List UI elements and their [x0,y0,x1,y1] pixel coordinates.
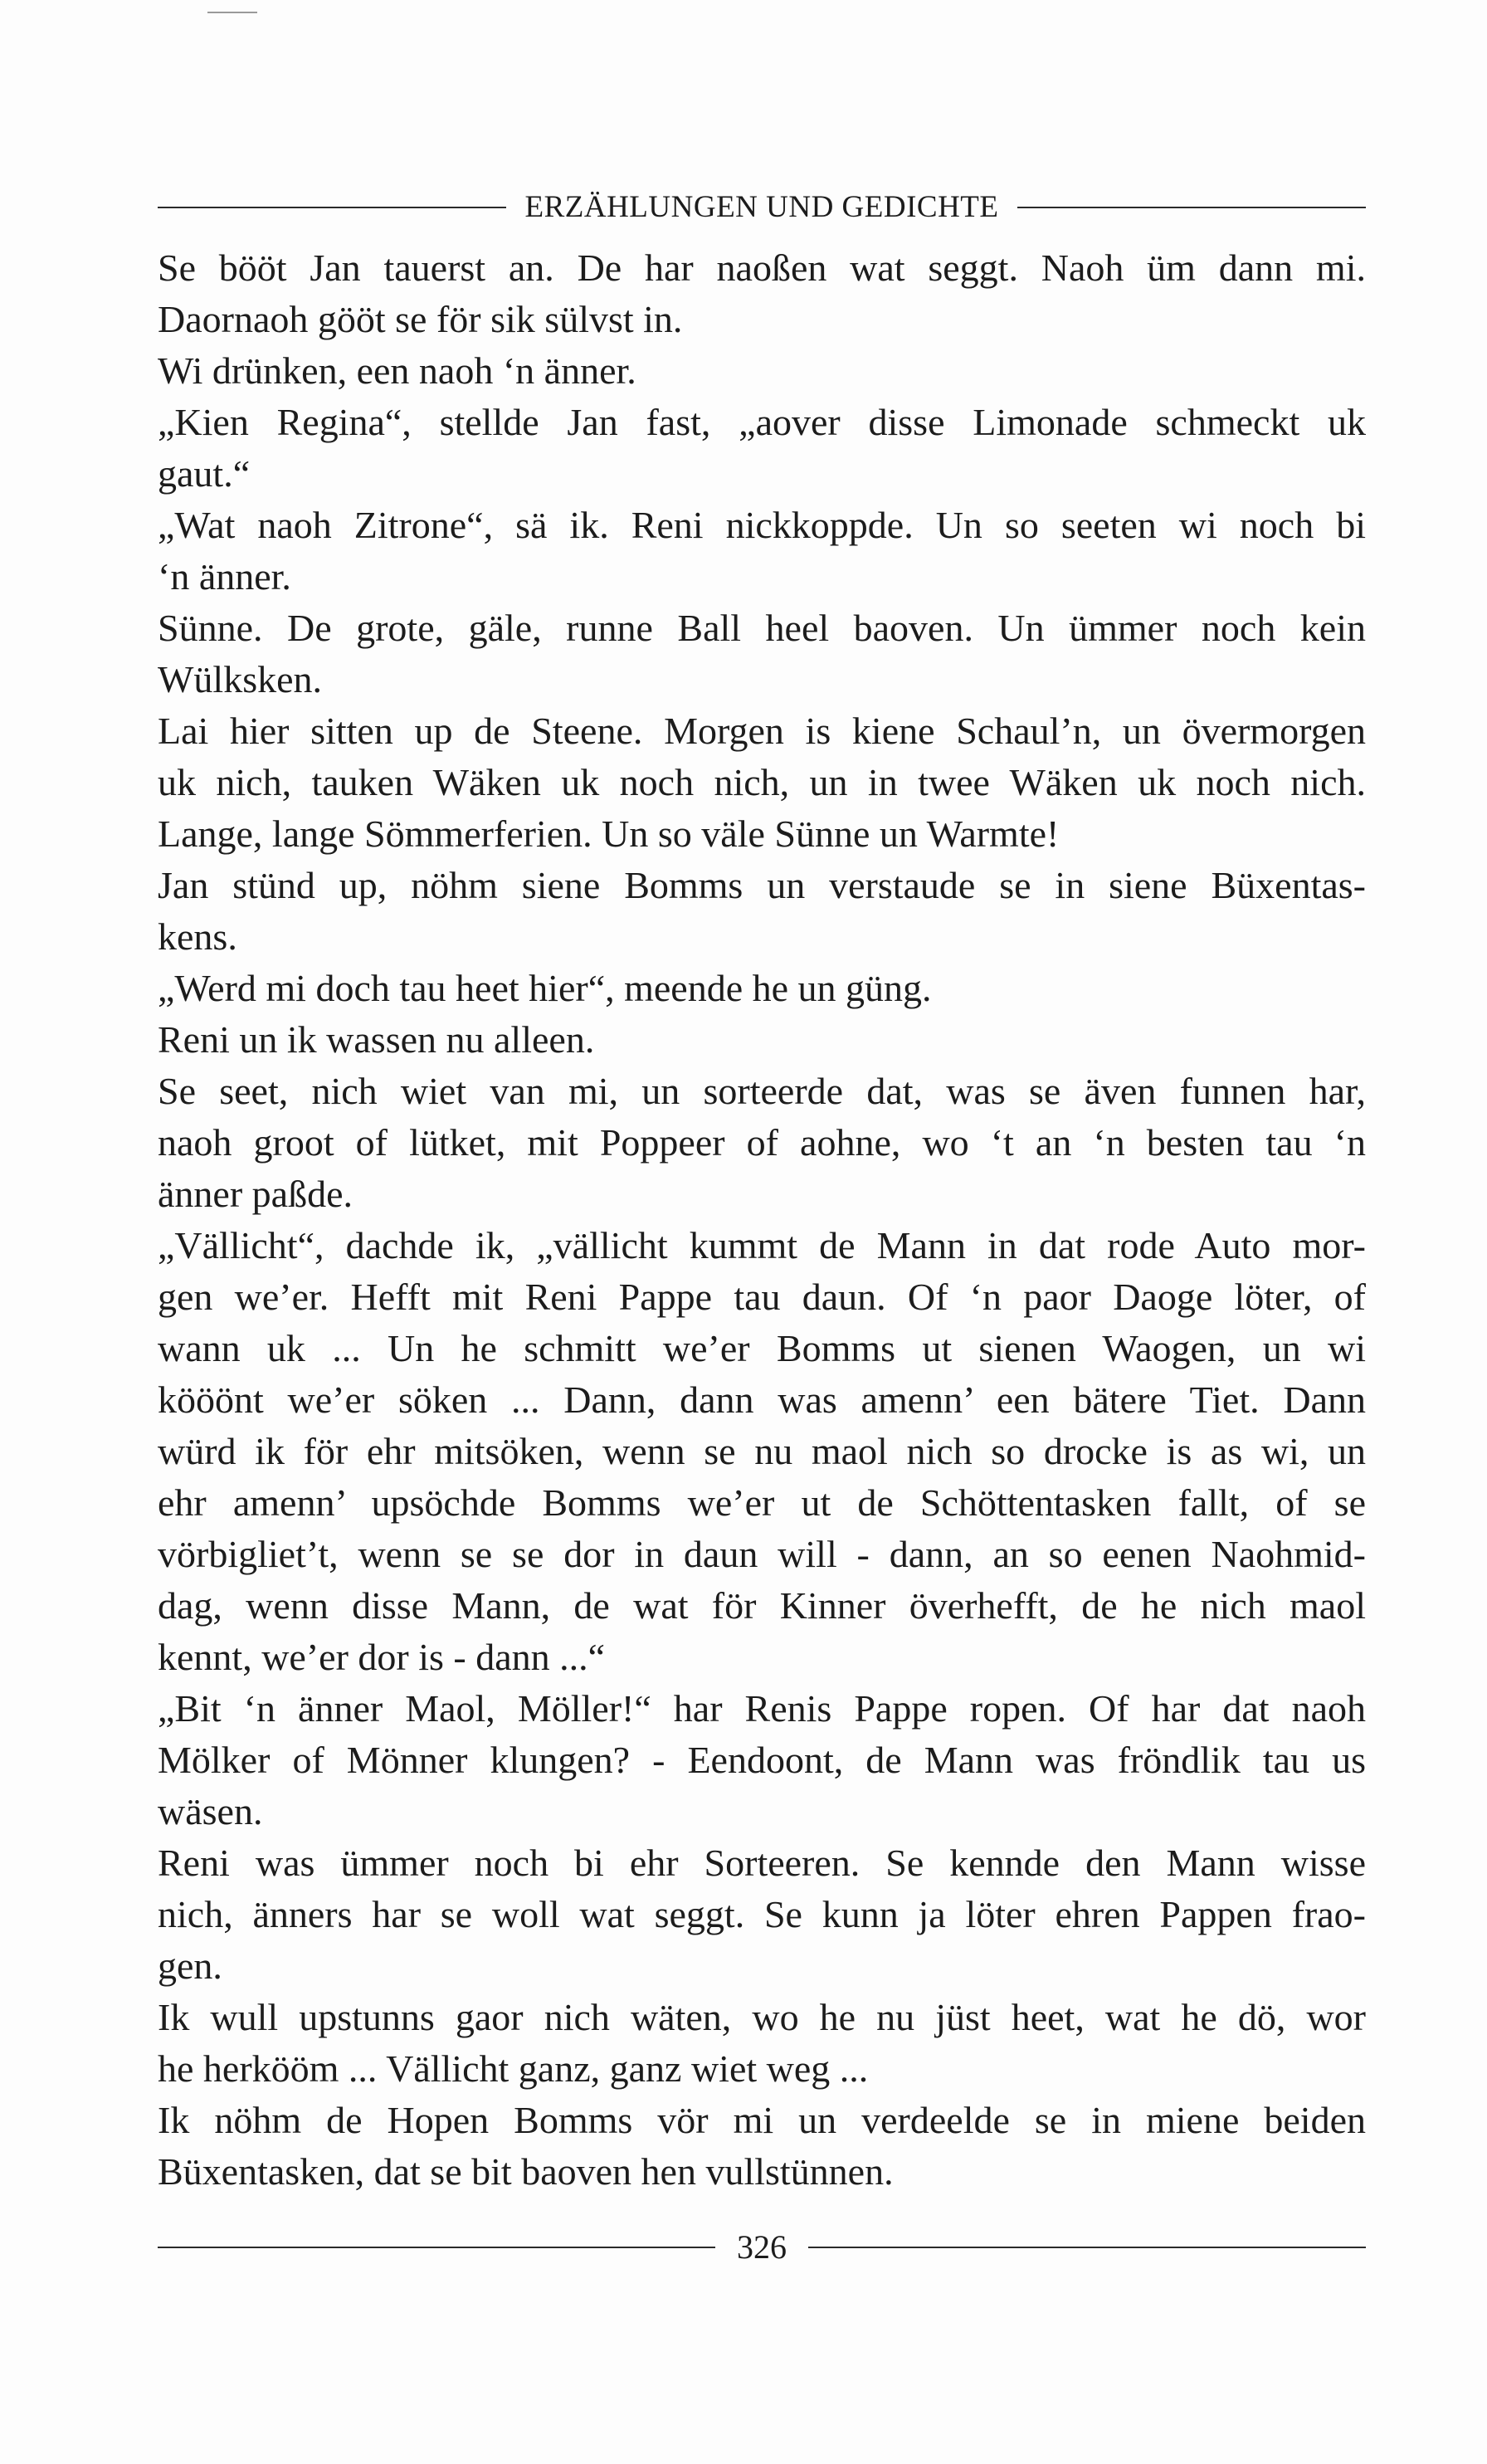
text-line: Wülksken. [158,658,323,700]
header-rule-left [158,207,506,208]
text-line: Ik wull upstunns gaor nich wäten, wo he nu jüst heet, wat he dö, wor [158,1996,1366,2038]
text-line: he herkööm ... Vällicht ganz, ganz wiet weg ... [158,2047,869,2090]
text-line: Büxentasken, dat se bit baoven hen vullstünnen. [158,2150,894,2193]
page-number: 326 [737,2228,787,2266]
text-line: gaut.“ [158,452,251,495]
text-line: Sünne. De grote, gäle, runne Ball heel baoven. Un ümmer noch kein [158,607,1366,649]
text-line: wann uk ... Un he schmitt we’er Bomms ut sienen Waogen, un wi [158,1327,1366,1369]
text-line: Ik nöhm de Hopen Bomms vör mi un verdeelde se in miene beiden [158,2099,1366,2141]
text-line: Se seet, nich wiet van mi, un sorteerde dat, was se även funnen har, [158,1070,1366,1112]
text-line: Daornaoh gööt se för sik sülvst in. [158,298,683,340]
text-line: kennt, we’er dor is - dann ...“ [158,1636,606,1678]
footer-rule-right [808,2247,1366,2248]
edge-mark [207,12,257,13]
text-line: Se bööt Jan tauerst an. De har naoßen wat seggt. Naoh üm dann mi. [158,246,1366,289]
text-line: ‘n änner. [158,555,291,598]
text-line: Reni un ik wassen nu alleen. [158,1018,595,1061]
text-line: „Vällicht“, dachde ik, „vällicht kummt de Mann in dat rode Auto mor- [158,1224,1366,1266]
text-line: kens. [158,915,237,958]
text-line: „Werd mi doch tau heet hier“, meende he un güng. [158,967,932,1009]
text-line: vörbigliet’t, wenn se se dor in daun will - dann, an so eenen Naohmid- [158,1533,1366,1575]
running-footer [158,2224,1366,2271]
text-line: dag, wenn disse Mann, de wat för Kinner överhefft, de he nich maol [158,1584,1366,1627]
header-rule-right [1017,207,1366,208]
text-line: Wi drünken, een naoh ‘n änner. [158,349,636,392]
body-text [158,242,1366,2198]
text-line: ehr amenn’ upsöchde Bomms we’er ut de Schöttentasken fallt, of se [158,1481,1366,1524]
text-line: kööönt we’er söken ... Dann, dann was amenn’ een bätere Tiet. Dann [158,1378,1366,1421]
text-line: Reni was ümmer noch bi ehr Sorteeren. Se kennde den Mann wisse [158,1842,1366,1884]
text-line: „Kien Regina“, stellde Jan fast, „aover disse Limonade schmeckt uk [158,401,1366,443]
footer-rule-left [158,2247,715,2248]
text-line: Lai hier sitten up de Steene. Morgen is kiene Schaul’n, un övermorgen [158,710,1366,752]
text-line: nich, änners har se woll wat seggt. Se kunn ja löter ehren Pappen frao- [158,1893,1366,1935]
text-line: wäsen. [158,1790,263,1832]
text-line: Jan stünd up, nöhm siene Bomms un verstaude se in siene Büxentas- [158,864,1366,906]
text-line: gen we’er. Hefft mit Reni Pappe tau daun. Of ‘n paor Daoge löter, of [158,1276,1366,1318]
text-line: uk nich, tauken Wäken uk noch nich, un in twee Wäken uk noch nich. [158,761,1366,803]
text-line: „Wat naoh Zitrone“, sä ik. Reni nickkoppde. Un so seeten wi noch bi [158,504,1366,546]
text-line: naoh groot of lütket, mit Poppeer of aohne, wo ‘t an ‘n besten tau ‘n [158,1121,1366,1164]
running-header [158,184,1366,231]
text-line: würd ik för ehr mitsöken, wenn se nu maol nich so drocke is as wi, un [158,1430,1366,1472]
text-line: „Bit ‘n änner Maol, Möller!“ har Renis Pappe ropen. Of har dat naoh [158,1687,1366,1730]
text-line: änner paßde. [158,1173,353,1215]
text-line: Lange, lange Sömmerferien. Un so väle Sünne un Warmte! [158,812,1060,855]
running-header-title: ERZÄHLUNGEN UND GEDICHTE [524,190,999,224]
text-line: Mölker of Mönner klungen? - Eendoont, de Mann was fröndlik tau us [158,1739,1366,1781]
text-line: gen. [158,1944,222,1987]
